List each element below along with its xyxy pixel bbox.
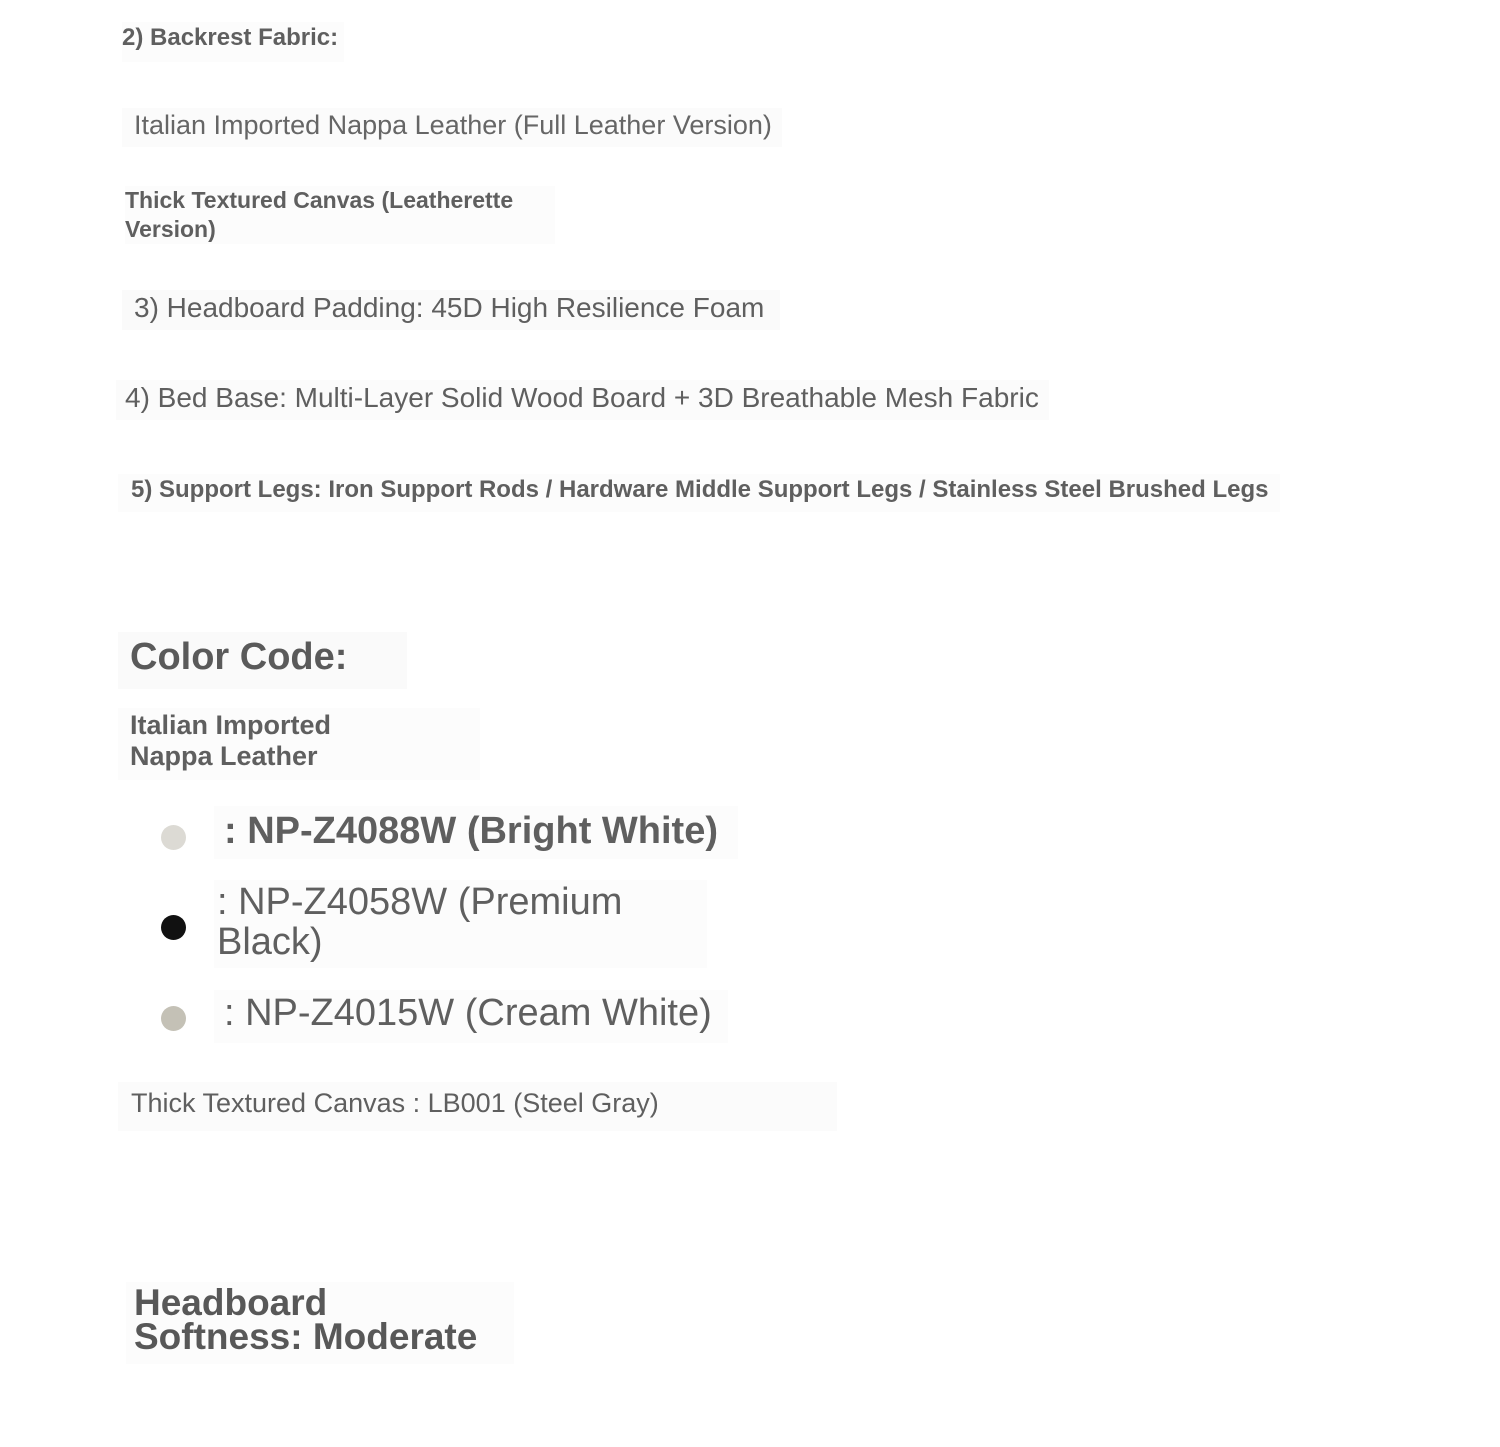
premium-black-swatch bbox=[161, 915, 186, 940]
cream-white-label: : NP-Z4015W (Cream White) bbox=[214, 990, 728, 1043]
bright-white-swatch bbox=[161, 825, 186, 850]
canvas-option: Thick Textured Canvas (Leatherette Version) bbox=[125, 186, 555, 244]
bed-base-spec: 4) Bed Base: Multi-Layer Solid Wood Board + 3D Breathable Mesh Fabric bbox=[116, 380, 1049, 420]
headboard-softness: Headboard Softness: Moderate bbox=[126, 1282, 514, 1364]
support-legs-spec: 5) Support Legs: Iron Support Rods / Hardware Middle Support Legs / Stainless Steel Brushed Legs bbox=[118, 474, 1280, 512]
nappa-leather-option: Italian Imported Nappa Leather (Full Leather Version) bbox=[122, 108, 782, 147]
nappa-color-heading: Italian Imported Nappa Leather bbox=[118, 708, 480, 780]
color-code-title: Color Code: bbox=[118, 632, 407, 689]
headboard-padding-spec: 3) Headboard Padding: 45D High Resilience Foam bbox=[122, 290, 780, 330]
bright-white-label: : NP-Z4088W (Bright White) bbox=[214, 806, 738, 859]
premium-black-label: : NP-Z4058W (Premium Black) bbox=[214, 880, 707, 968]
canvas-color-steel-gray: Thick Textured Canvas : LB001 (Steel Gray) bbox=[118, 1082, 837, 1131]
backrest-fabric-title: 2) Backrest Fabric: bbox=[122, 22, 344, 62]
cream-white-swatch bbox=[161, 1006, 186, 1031]
